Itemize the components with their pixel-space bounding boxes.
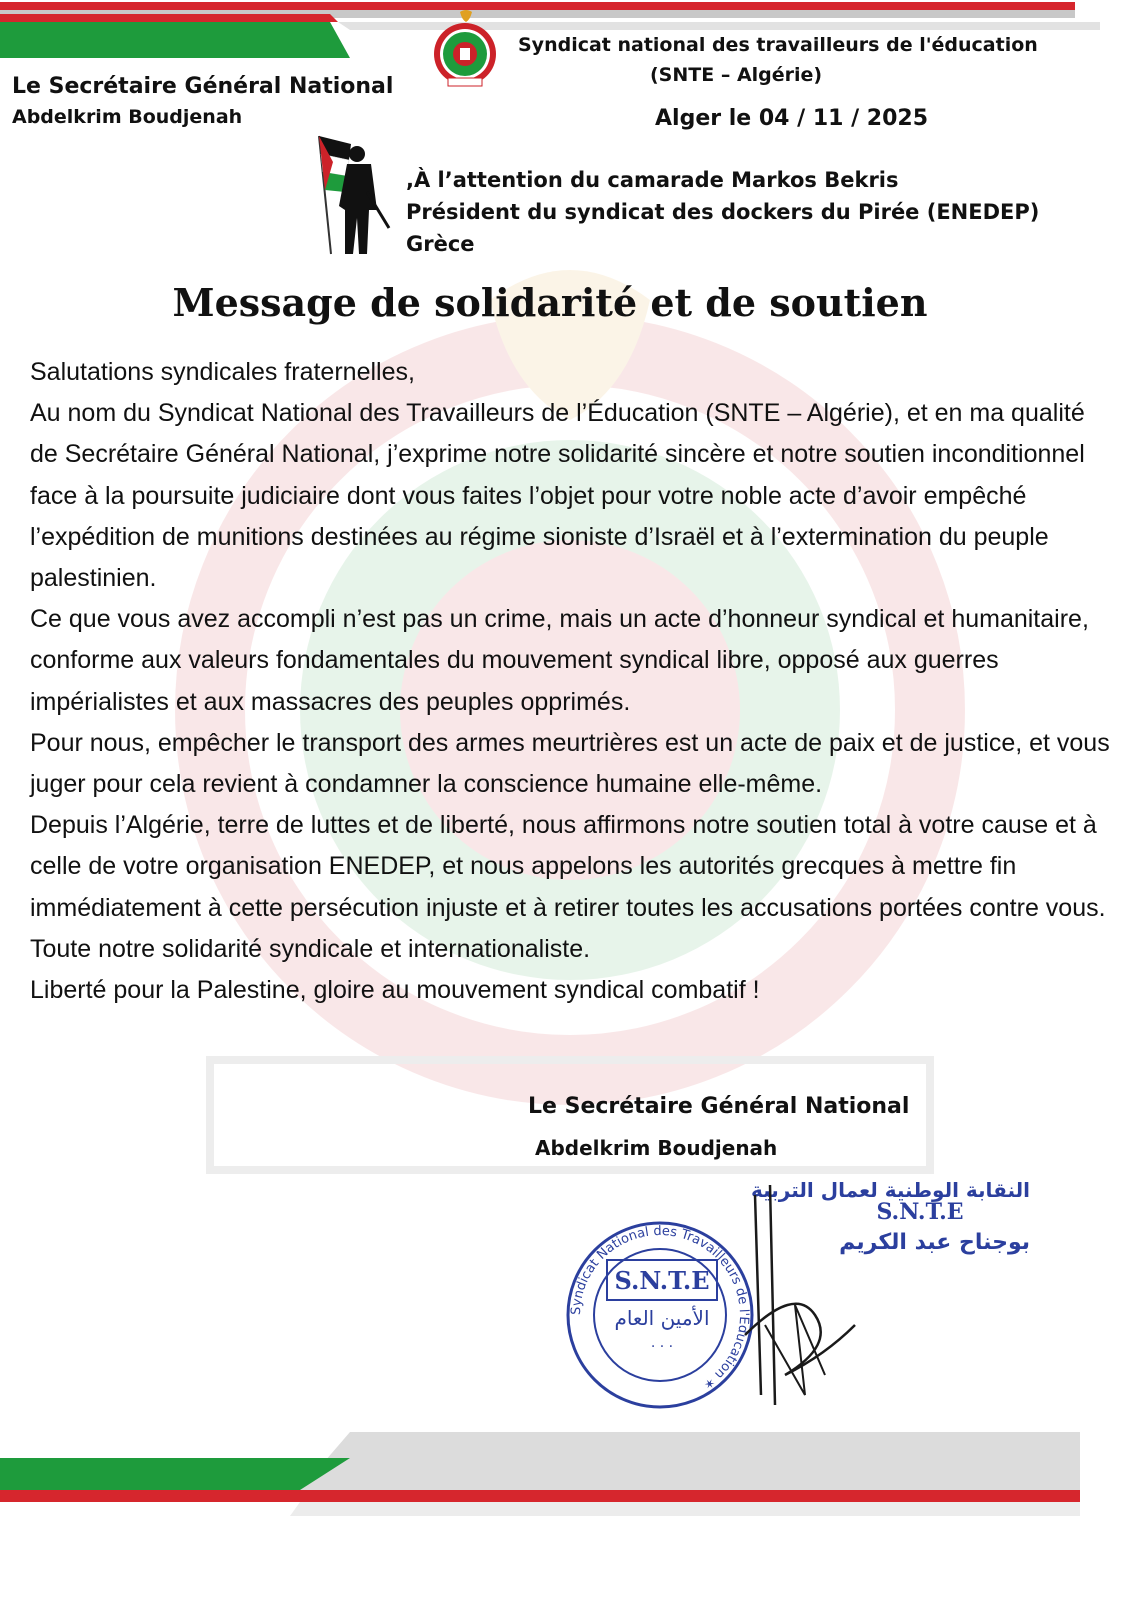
body-paragraph: Depuis l’Algérie, terre de luttes et de liberté, nous affirmons notre soutien total à votre cause et à celle de votre organisation ENEDEP, et nous appelons les autorités grecques à mettre fin immédiatement à cette persécution injuste et à retirer toutes les accusations portées contre vous. [30, 811, 1106, 922]
palestine-flag-figure-icon [305, 132, 400, 262]
svg-text:S.N.T.E: S.N.T.E [614, 1266, 710, 1295]
svg-text:بوجناح عبد الكريم: بوجناح عبد الكريم [839, 1230, 1030, 1255]
recipient-role: Président du syndicat des dockers du Pirée (ENEDEP) [406, 200, 1040, 224]
body-paragraph: Toute notre solidarité syndicale et internationaliste. [30, 934, 591, 963]
header-secretary-title: Le Secrétaire Général National [12, 74, 394, 99]
svg-text:Syndicat National des Travaill: Syndicat National des Travailleurs de l'Éducation ✶ [568, 1223, 752, 1393]
date-line: Alger le 04 / 11 / 2025 [655, 106, 929, 131]
snte-logo-icon [430, 8, 500, 88]
letter-body [30, 352, 1110, 1011]
header-secretary-name: Abdelkrim Boudjenah [12, 106, 243, 128]
body-paragraph: Pour nous, empêcher le transport des armes meurtrières est un acte de paix et de justice, et vous juger pour cela revient à condamner la conscience humaine elle-même. [30, 728, 1110, 799]
body-paragraph: Salutations syndicales fraternelles, [30, 358, 415, 386]
body-paragraph: Liberté pour la Palestine, gloire au mouvement syndical combatif ! [30, 976, 760, 1005]
official-stamp-signature [565, 1165, 1040, 1425]
bottom-banner-stripe [0, 1430, 1100, 1540]
body-paragraph: Au nom du Syndicat National des Travailleurs de l’Éducation (SNTE – Algérie), et en ma qualité de Secrétaire Général National, j’exprime notre solidarité sincère et notre soutien inconditionnel face à la poursuite judiciaire dont vous faites l’objet pour votre noble acte d’avoir empêché l’expédition de munitions destinées au régime sioniste d’Israël et à l’extermination du peuple palestinien. [30, 399, 1085, 593]
signature-title: Le Secrétaire Général National [528, 1094, 910, 1119]
signature-name: Abdelkrim Boudjenah [535, 1136, 778, 1160]
svg-text:النقابة الوطنية لعمال التربية: النقابة الوطنية لعمال التربية [750, 1178, 1030, 1202]
svg-text:S.N.T.E: S.N.T.E [876, 1199, 964, 1225]
body-paragraph: Ce que vous avez accompli n’est pas un crime, mais un acte d’honneur syndical et humanitaire, conforme aux valeurs fondamentales du mouvement syndical libre, opposé aux guerres impérialistes et aux massacres des peuples opprimés. [30, 605, 1089, 716]
recipient-line: ,À l’attention du camarade Markos Bekris [406, 168, 899, 192]
document-title: Message de solidarité et de soutien [172, 280, 928, 325]
svg-text:· · ·: · · · [650, 1339, 674, 1355]
svg-text:الأمين العام: الأمين العام [614, 1306, 710, 1330]
organization-name: Syndicat national des travailleurs de l'éducation [518, 34, 1038, 56]
recipient-country: Grèce [406, 232, 475, 256]
organization-abbreviation: (SNTE – Algérie) [650, 64, 823, 86]
